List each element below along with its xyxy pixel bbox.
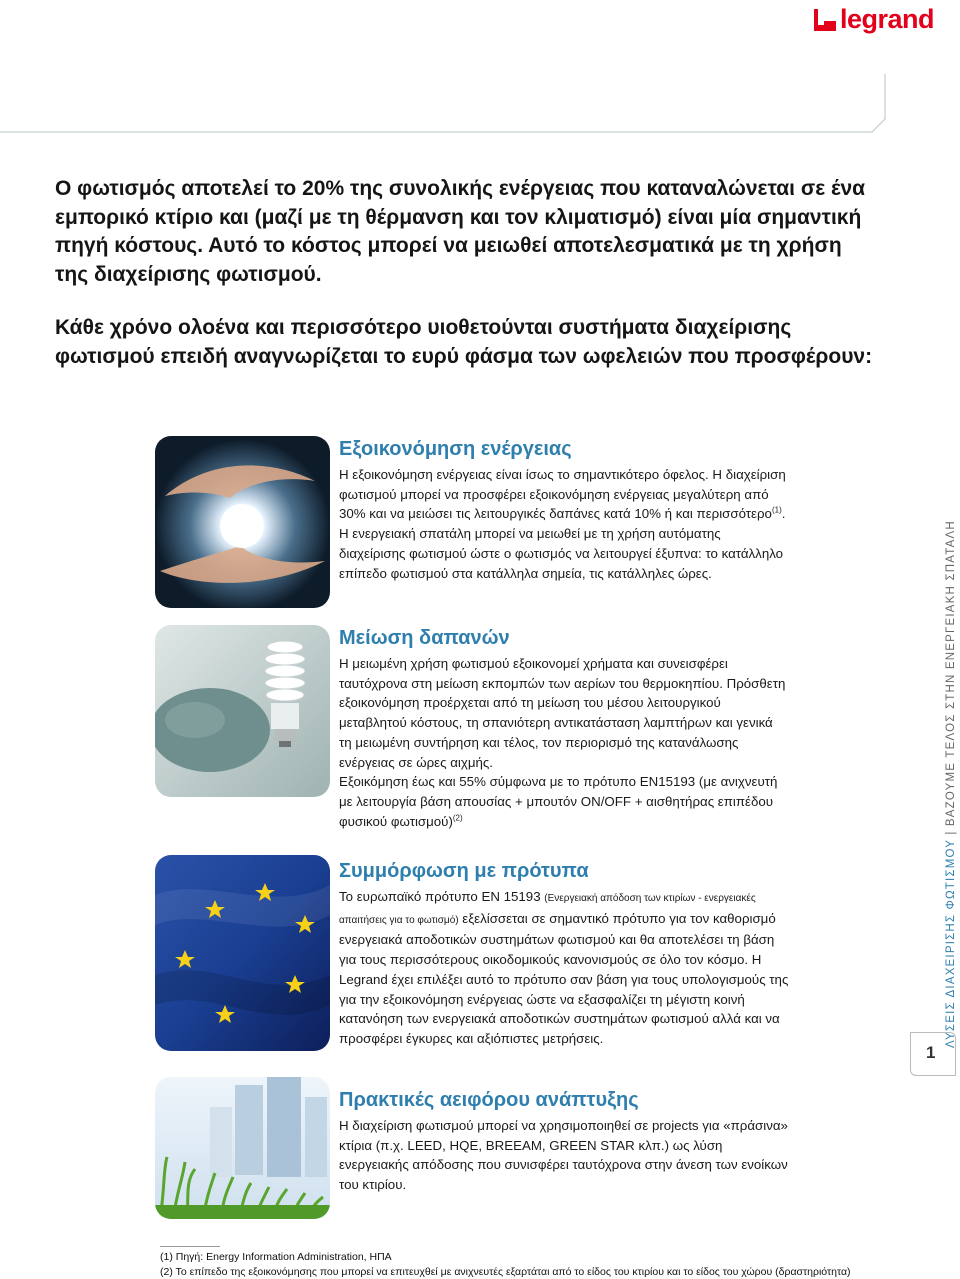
footnote-1: (1) Πηγή: Energy Information Administration, ΗΠΑ [160, 1251, 392, 1263]
piggy-bank-bulb-image [155, 625, 330, 797]
section-title: Συμμόρφωση με πρότυπα [339, 860, 589, 882]
intro-paragraph-2: Κάθε χρόνο ολοένα και περισσότερο υιοθετούνται συστήματα διαχείρισης φωτισμού επειδή αναγνωρίζεται το ευρύ φάσμα των ωφελειών που προσφέρουν: [55, 316, 873, 368]
section-sustainability [339, 1088, 789, 1195]
side-section-label: ΛΥΣΕΙΣ ΔΙΑΧΕΙΡΙΣΗΣ ΦΩΤΙΣΜΟΥ | ΒΑΖΟΥΜΕ ΤΕΛΟΣ ΣΤΗΝ ΕΝΕΡΓΕΙΑΚΗ ΣΠΑΤΑΛΗ [945, 520, 957, 1048]
section-title: Πρακτικές αειφόρου ανάπτυξης [339, 1089, 639, 1111]
legrand-logo-text: legrand [839, 4, 934, 34]
intro-paragraph-1: Ο φωτισμός αποτελεί το 20% της συνολικής ενέργειας που καταναλώνεται σε ένα εμπορικό κτίριο και (μαζί με τη θέρμανση και τον κλιματισμό) είναι μία σημαντική πηγή κόστους. Αυτό το κόστος μπορεί να μειωθεί αποτελεσματικά με τη χρήση της διαχείρισης φωτισμού. [55, 177, 866, 286]
footnote-2: (2) Το επίπεδο της εξοικονόμησης που μπορεί να επιτευχθεί με ανιχνευτές εξαρτάται από το είδος του κτιρίου και το είδος του χώρου (δραστηριότητα) [160, 1265, 851, 1278]
footnotes [160, 1250, 851, 1279]
hands-light-image [155, 436, 330, 608]
section-energy-saving [339, 437, 789, 583]
section-body: Η μειωμένη χρήση φωτισμού εξοικονομεί χρήματα και συνεισφέρει ταυτόχρονα στη μείωση εκπομπών των αερίων του θερμοκηπίου. Πρόσθετη εξοικονόμηση προέρχεται από τη μείωση του μέσου λειτουργικού μεταβλητού κόστους, τη σπανιότερη αντικατάσταση λαμπτήρων και γενικά τη μειωμένη συντήρηση και τέλος, τον περιορισμό της κατανάλωσης ενέργειας σε ώρες αιχμής. Εξοικόμηση έως και 55% σύμφωνα με το πρότυπο EN15193 (με ανιχνευτή με λειτουργία βάση απουσίας + μπουτόν ON/OFF + αισθητήρας επιπέδου φυσικού φωτισμού)$^{(2)}$ [339, 656, 786, 829]
header-frame [0, 0, 960, 140]
page-number: 1 [926, 1043, 936, 1062]
section-body: Η διαχείριση φωτισμού μπορεί να χρησιμοποιηθεί σε projects για «πράσινα» κτίρια (π.χ. LEED, HQE, BREEAM, GREEN STAR κλπ.) ως λύση ενεργειακής απόδοσης που συνισφέρει ταυτόχρονα στην άνεση των ενοίκων του κτιρίου. [339, 1118, 788, 1193]
eu-flag-image [155, 855, 330, 1051]
grass-buildings-image [155, 1077, 330, 1219]
section-cost-reduction [339, 626, 789, 831]
section-title: Εξοικονόμηση ενέργειας [339, 438, 572, 460]
section-body: Η εξοικονόμηση ενέργειας είναι ίσως το σημαντικότερο όφελος. Η διαχείριση φωτισμού μπορεί να προσφέρει εξοικονόμηση ενέργειας μεγαλύτερη από 30% και να μειώσει τις λειτουργικές δαπάνες κατά 10% ή και περισσότερο$^{(1)}$. Η ενεργειακή σπατάλη μπορεί να μειωθεί με τη χρήση αυτόματης διαχείρισης φωτισμού ώστε ο φωτισμός να λειτουργεί έξυπνα: το κατάλληλο επίπεδο φωτισμού στα κατάλληλα σημεία, τις κατάλληλες ώρες. [339, 467, 786, 581]
section-body: Το ευρωπαϊκό πρότυπο EN 15193 (Ενεργειακή απόδοση των κτιρίων - ενεργειακές απαιτήσεις για το φωτισμό) εξελίσσεται σε σημαντικό πρότυπο για τον καθορισμό ενεργειακά αποδοτικών συστημάτων φωτισμού και θα αποτελέσει τη βάση για τους περισσότερους οικοδομικούς κανονισμούς σε όλο τον κόσμο. Η Legrand έχει επιλέξει αυτό το πρότυπο σαν βάση για τους υπολογισμούς της για την εξοικονόμηση ενέργειας ώστε να εξασφαλίζει τη μέγιστη κοινή κατανόηση των ενεργειακά αποδοτικών συστημάτων φωτισμού αλλά και να προσφέρει έγκυρες και αξιόπιστες μετρήσεις. [339, 889, 789, 1046]
section-title: Μείωση δαπανών [339, 627, 510, 649]
footnote-divider [160, 1246, 220, 1247]
section-standards-compliance [339, 859, 789, 1049]
